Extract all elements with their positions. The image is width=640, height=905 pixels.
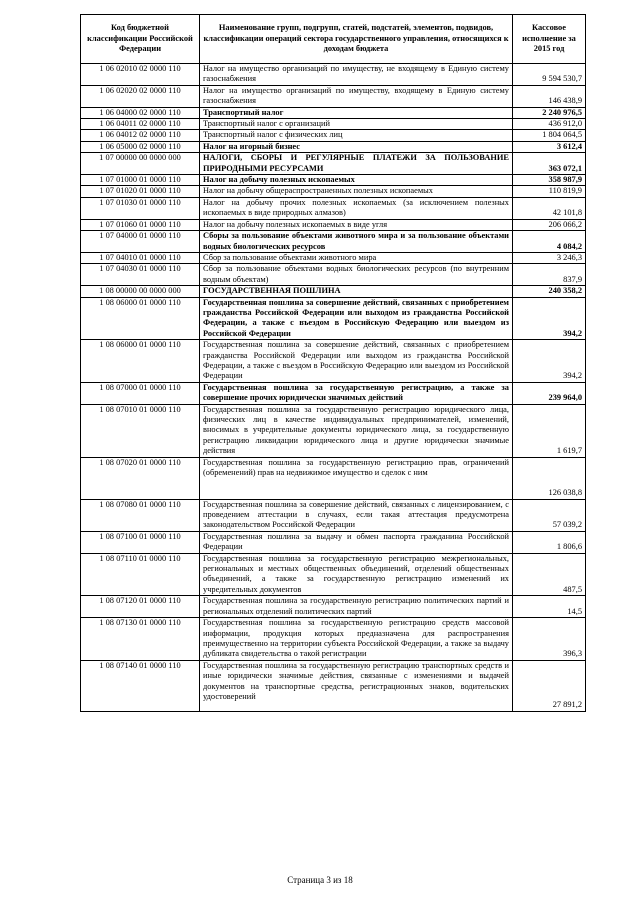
row-code: 1 06 04000 02 0000 110	[81, 107, 200, 118]
table-row	[81, 264, 586, 286]
row-amount: 126 038,8	[513, 457, 586, 499]
row-name: Транспортный налог с организаций	[200, 119, 513, 130]
table-row	[81, 252, 586, 263]
row-code: 1 08 06000 01 0000 110	[81, 340, 200, 383]
row-amount: 394,2	[513, 340, 586, 383]
table-row	[81, 153, 586, 175]
row-code: 1 07 01000 01 0000 110	[81, 175, 200, 186]
row-amount: 3 612,4	[513, 141, 586, 152]
table-header-row	[81, 15, 586, 64]
table-row	[81, 141, 586, 152]
row-name: Налог на добычу общераспространенных полезных ископаемых	[200, 186, 513, 197]
row-name: Налог на имущество организаций по имуществу, не входящему в Единую систему газоснабжения	[200, 64, 513, 86]
row-code: 1 08 07110 01 0000 110	[81, 553, 200, 596]
row-name: Государственная пошлина за совершение действий, связанных с лицензированием, с проведением аттестации в случаях, если такая аттестация предусмотрена законодательством Российской Федерации	[200, 499, 513, 531]
row-name: Налог на добычу полезных ископаемых	[200, 175, 513, 186]
header-code: Код бюджетной классификации Российской Федерации	[81, 15, 200, 64]
row-name: Государственная пошлина за государственную регистрацию, а также за совершение прочих юридически значимых действий	[200, 382, 513, 404]
row-code: 1 06 02020 02 0000 110	[81, 85, 200, 107]
row-code: 1 06 04012 02 0000 110	[81, 130, 200, 141]
row-code: 1 08 07120 01 0000 110	[81, 596, 200, 618]
row-name: Транспортный налог с физических лиц	[200, 130, 513, 141]
row-amount: 2 240 976,5	[513, 107, 586, 118]
row-amount: 837,9	[513, 264, 586, 286]
row-amount: 57 039,2	[513, 499, 586, 531]
row-code: 1 07 01060 01 0000 110	[81, 219, 200, 230]
row-code: 1 08 07000 01 0000 110	[81, 382, 200, 404]
table-row	[81, 531, 586, 553]
row-amount: 239 964,0	[513, 382, 586, 404]
table-body	[81, 64, 586, 712]
row-code: 1 07 01020 01 0000 110	[81, 186, 200, 197]
table-row	[81, 107, 586, 118]
row-code: 1 08 06000 01 0000 110	[81, 297, 200, 340]
table-row	[81, 340, 586, 383]
table-row	[81, 382, 586, 404]
row-code: 1 07 00000 00 0000 000	[81, 153, 200, 175]
row-amount: 4 084,2	[513, 231, 586, 253]
row-code: 1 08 07020 01 0000 110	[81, 457, 200, 499]
table-row	[81, 297, 586, 340]
table-row	[81, 618, 586, 661]
row-amount: 358 987,9	[513, 175, 586, 186]
table-row	[81, 553, 586, 596]
table-row	[81, 499, 586, 531]
row-amount: 146 438,9	[513, 85, 586, 107]
row-name: Сбор за пользование объектами животного мира	[200, 252, 513, 263]
row-amount: 206 066,2	[513, 219, 586, 230]
row-amount: 1 806,6	[513, 531, 586, 553]
row-name: Сборы за пользование объектами животного мира и за пользование объектами водных биологических ресурсов	[200, 231, 513, 253]
row-name: Налог на игорный бизнес	[200, 141, 513, 152]
header-name: Наименование групп, подгрупп, статей, подстатей, элементов, подвидов, классификации операций сектора государственного управления, относящихся к доходам бюджета	[200, 15, 513, 64]
row-code: 1 06 05000 02 0000 110	[81, 141, 200, 152]
row-name: Государственная пошлина за государственную регистрацию юридического лица, физических лиц в качестве индивидуальных предпринимателей, изменений, вносимых в учредительные документы юридического лица, за государственную регистрацию ликвидации юридического лица и другие юридически значимые действия	[200, 404, 513, 457]
row-name: Сбор за пользование объектами водных биологических ресурсов (по внутренним водным объектам)	[200, 264, 513, 286]
row-name: Государственная пошлина за совершение действий, связанных с приобретением гражданства Российской Федерации или выходом из гражданства Российской Федерации, а также с въездом в Российскую Федерацию или выездом из Российской Федерации	[200, 340, 513, 383]
row-code: 1 06 02010 02 0000 110	[81, 64, 200, 86]
row-amount: 436 912,0	[513, 119, 586, 130]
row-code: 1 08 07100 01 0000 110	[81, 531, 200, 553]
row-name: Государственная пошлина за государственную регистрацию средств массовой информации, продукция которых предназначена для распространения преимущественно на территории субъекта Российской Федерации, а также за выдачу дубликата свидетельства о такой регистрации	[200, 618, 513, 661]
row-amount: 1 804 064,5	[513, 130, 586, 141]
row-name: Транспортный налог	[200, 107, 513, 118]
table-row	[81, 175, 586, 186]
row-amount: 396,3	[513, 618, 586, 661]
row-code: 1 08 00000 00 0000 000	[81, 286, 200, 297]
row-amount: 14,5	[513, 596, 586, 618]
row-amount: 1 619,7	[513, 404, 586, 457]
row-amount: 27 891,2	[513, 660, 586, 711]
table-row	[81, 85, 586, 107]
row-code: 1 07 04010 01 0000 110	[81, 252, 200, 263]
table-row	[81, 64, 586, 86]
row-name: Налог на имущество организаций по имуществу, входящему в Единую систему газоснабжения	[200, 85, 513, 107]
table-row	[81, 286, 586, 297]
row-name: ГОСУДАРСТВЕННАЯ ПОШЛИНА	[200, 286, 513, 297]
row-amount: 394,2	[513, 297, 586, 340]
row-name: Государственная пошлина за государственную регистрацию транспортных средств и иные юридически значимые действия, связанные с изменениями и выдачей документов на транспортные средства, регистрационных знаков, водительских удостоверений	[200, 660, 513, 711]
page-number: Страница 3 из 18	[287, 875, 353, 885]
table-row	[81, 596, 586, 618]
row-amount: 9 594 530,7	[513, 64, 586, 86]
table-row	[81, 660, 586, 711]
budget-revenue-table	[80, 14, 586, 712]
row-code: 1 07 01030 01 0000 110	[81, 197, 200, 219]
row-amount: 3 246,3	[513, 252, 586, 263]
row-code: 1 08 07010 01 0000 110	[81, 404, 200, 457]
row-name: Налог на добычу полезных ископаемых в виде угля	[200, 219, 513, 230]
row-name: Государственная пошлина за государственную регистрацию прав, ограничений (обременений) прав на недвижимое имущество и сделок с ним	[200, 457, 513, 499]
row-code: 1 07 04030 01 0000 110	[81, 264, 200, 286]
table-row	[81, 186, 586, 197]
header-amount: Кассовое исполнение за 2015 год	[513, 15, 586, 64]
row-amount: 240 358,2	[513, 286, 586, 297]
table-row	[81, 404, 586, 457]
row-amount: 42 101,8	[513, 197, 586, 219]
row-code: 1 06 04011 02 0000 110	[81, 119, 200, 130]
row-name: Государственная пошлина за государственную регистрацию межрегиональных, региональных и местных общественных объединений, отделений общественных объединений, а также за государственную регистрацию изменений их учредительных документов	[200, 553, 513, 596]
table-row	[81, 119, 586, 130]
row-name: Налог на добычу прочих полезных ископаемых (за исключением полезных ископаемых в виде природных алмазов)	[200, 197, 513, 219]
row-code: 1 08 07130 01 0000 110	[81, 618, 200, 661]
row-name: Государственная пошлина за государственную регистрацию политических партий и региональных отделений политических партий	[200, 596, 513, 618]
row-amount: 110 819,9	[513, 186, 586, 197]
row-code: 1 07 04000 01 0000 110	[81, 231, 200, 253]
row-name: Государственная пошлина за выдачу и обмен паспорта гражданина Российской Федерации	[200, 531, 513, 553]
row-code: 1 08 07140 01 0000 110	[81, 660, 200, 711]
table-row	[81, 197, 586, 219]
row-name: Государственная пошлина за совершение действий, связанных с приобретением гражданства Российской Федерации или выходом из гражданства Российской Федерации, а также с въездом в Российскую Федерацию или выездом из Российской Федерации	[200, 297, 513, 340]
row-amount: 487,5	[513, 553, 586, 596]
table-row	[81, 231, 586, 253]
table-row	[81, 130, 586, 141]
row-name: НАЛОГИ, СБОРЫ И РЕГУЛЯРНЫЕ ПЛАТЕЖИ ЗА ПОЛЬЗОВАНИЕ ПРИРОДНЫМИ РЕСУРСАМИ	[200, 153, 513, 175]
row-code: 1 08 07080 01 0000 110	[81, 499, 200, 531]
table-row	[81, 219, 586, 230]
row-amount: 363 072,1	[513, 153, 586, 175]
table-row	[81, 457, 586, 499]
